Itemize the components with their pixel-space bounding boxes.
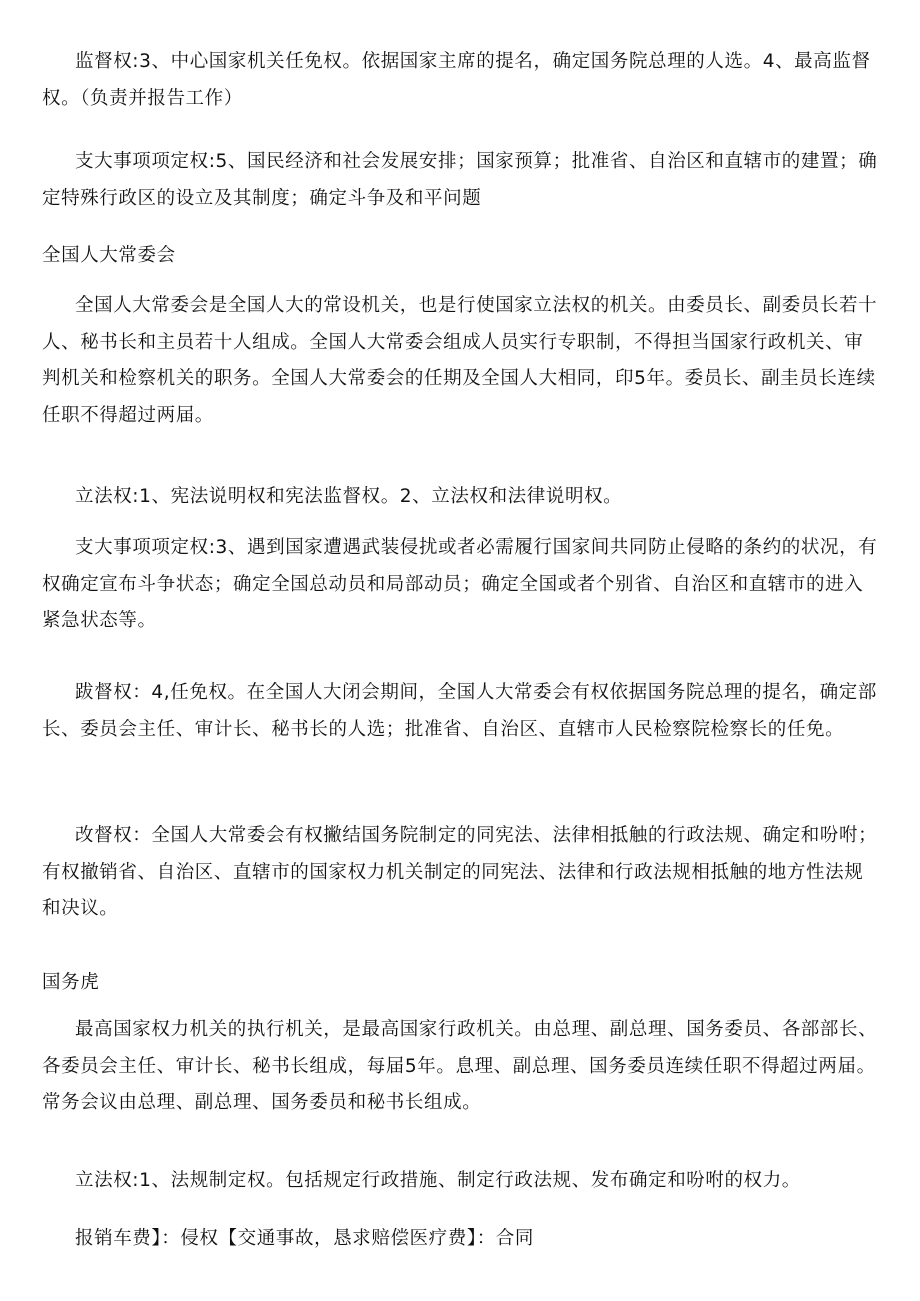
paragraph-major-matters-power-2: 支大事项项定权:3、遇到国家遭遇武装侵扰或者必需履行国家间共同防止侵略的条约的状况，有权确定宣布斗争状态；确定全国总动员和局部动员；确定全国或者个别省、自治区和直辖市的进入紧急状态等。	[42, 537, 878, 631]
paragraph-fee-reimbursement: 报销车费】：侵权【交通事故，恳求赔偿医疗费】：合同	[75, 1228, 535, 1249]
paragraph-appointment-power: 跋督权：4,任免权。在全国人大闭会期间，全国人大常委会有权依据国务院总理的提名，确定部长、委员会主任、审计长、秘书长的人选；批准省、自治区、直辖市人民检察院检察长的任免。	[42, 682, 877, 740]
paragraph-state-council-intro: 最高国家权力机关的执行机关，是最高国家行政机关。由总理、副总理、国务委员、各部部长、各委员会主任、审计长、秘书长组成，每届5年。息理、副总理、国务委员连续任职不得超过两届。常务会议由总理、副总理、国务委员和秘书长组成。	[42, 1019, 878, 1113]
paragraph-regulation-power: 立法权:1、法规制定权。包括规定行政措施、制定行政法规、发布确定和吩咐的权力。	[75, 1170, 801, 1191]
paragraph-legislative-power: 立法权:1、宪法说明权和宪法监督权。2、立法权和法律说明权。	[75, 486, 623, 507]
paragraph-supervision-power: 监督权:3、中心国家机关任免权。依据国家主席的提名，确定国务院总理的人选。4、最高监督权。（负责并报告工作）	[42, 51, 871, 109]
heading-npc-standing-committee: 全国人大常委会	[42, 245, 176, 266]
paragraph-standing-committee-intro: 全国人大常委会是全国人大的常设机关，也是行使国家立法权的机关。由委员长、副委员长若十人、秘书长和主员若十人组成。全国人大常委会组成人员实行专职制，不得担当国家行政机关、审判机关和检察机关的职务。全国人大常委会的任期及全国人大相同，印5年。委员长、副圭员长连续任职不得超过两届。	[42, 295, 878, 426]
paragraph-major-matters-power: 支大事项项定权:5、国民经济和社会发展安排；国家预算；批准省、自治区和直辖市的建置；确定特殊行政区的设立及其制度；确定斗争及和平问题	[42, 151, 878, 209]
paragraph-revision-power: 改督权：全国人大常委会有权撇结国务院制定的同宪法、法律相抵触的行政法规、确定和吩咐；有权撤销省、自治区、直辖市的国家权力机关制定的同宪法、法律和行政法规相抵触的地方性法规和决议。	[42, 825, 878, 919]
heading-state-council: 国务虎	[42, 972, 100, 993]
